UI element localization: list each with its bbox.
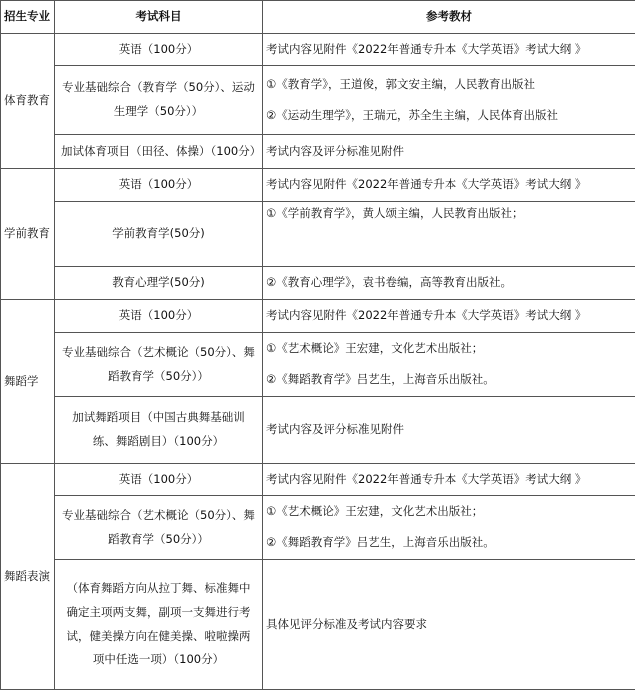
table-row [1,34,635,66]
reference-line: ②《舞蹈教育学》吕艺生，上海音乐出版社。 [266,372,495,386]
header-subjects: 考试科目 [55,1,263,34]
subject-cell: 教育心理学(50分) [55,267,263,300]
reference-line: ①《艺术概论》王宏建，文化艺术出版社； [266,341,484,355]
table-row [1,560,635,690]
table-row [1,464,635,496]
reference-line: ①《艺术概论》王宏建，文化艺术出版社； [266,504,484,518]
header-row [1,1,635,34]
reference-cell: 考试内容见附件《2022年普通专升本《大学英语》考试大纲 》 [263,34,635,66]
header-major: 招生专业 [1,1,55,34]
reference-cell: 考试内容及评分标准见附件 [263,397,635,464]
reference-line: ②《舞蹈教育学》吕艺生，上海音乐出版社。 [266,535,495,549]
subject-cell: 专业基础综合（教育学（50分）、运动生理学（50分）） [55,66,263,135]
table-row [1,397,635,464]
reference-cell: 考试内容见附件《2022年普通专升本《大学英语》考试大纲 》 [263,300,635,333]
subject-cell: 英语（100分） [55,300,263,333]
subject-cell: 英语（100分） [55,34,263,66]
reference-cell: 考试内容见附件《2022年普通专升本《大学英语》考试大纲 》 [263,169,635,202]
subject-cell: 专业基础综合（艺术概论（50分）、舞蹈教育学（50分）） [55,496,263,560]
reference-cell: ②《教育心理学》，袁书卷编，高等教育出版社。 [263,267,635,300]
reference-cell [263,333,635,397]
subject-cell: 英语（100分） [55,169,263,202]
major-cell: 学前教育 [1,169,55,300]
table-row [1,496,635,560]
table-row [1,135,635,169]
major-cell: 舞蹈表演 [1,464,55,690]
subject-cell: 英语（100分） [55,464,263,496]
subject-cell: 学前教育学(50分) [55,202,263,267]
reference-cell: 具体见评分标准及考试内容要求 [263,560,635,690]
table-row [1,66,635,135]
reference-cell: 考试内容见附件《2022年普通专升本《大学英语》考试大纲 》 [263,464,635,496]
reference-cell [263,496,635,560]
reference-line: ①《教育学》，王道俊，郭文安主编，人民教育出版社 [266,76,536,91]
subject-cell: （体育舞蹈方向从拉丁舞、标准舞中确定主项两支舞，副项一支舞进行考试，健美操方向在健美操、啦啦操两项中任选一项）（100分） [55,560,263,690]
major-cell: 体育教育 [1,34,55,169]
header-references: 参考教材 [263,1,635,34]
table-row [1,267,635,300]
table-row [1,169,635,202]
subject-cell: 加试体育项目（田径、体操）（100分） [55,135,263,169]
reference-cell [263,66,635,135]
subject-cell: 专业基础综合（艺术概论（50分）、舞蹈教育学（50分）） [55,333,263,397]
reference-line: ②《运动生理学》，王瑞元，苏全生主编，人民体育出版社 [266,107,559,122]
subject-cell: 加试舞蹈项目（中国古典舞基础训练、舞蹈剧目）（100分） [55,397,263,464]
major-cell: 舞蹈学 [1,300,55,464]
reference-cell: 考试内容及评分标准见附件 [263,135,635,169]
table-row [1,300,635,333]
table-row [1,202,635,267]
reference-cell: ①《学前教育学》，黄人颂主编，人民教育出版社； [263,202,635,267]
table-row [1,333,635,397]
